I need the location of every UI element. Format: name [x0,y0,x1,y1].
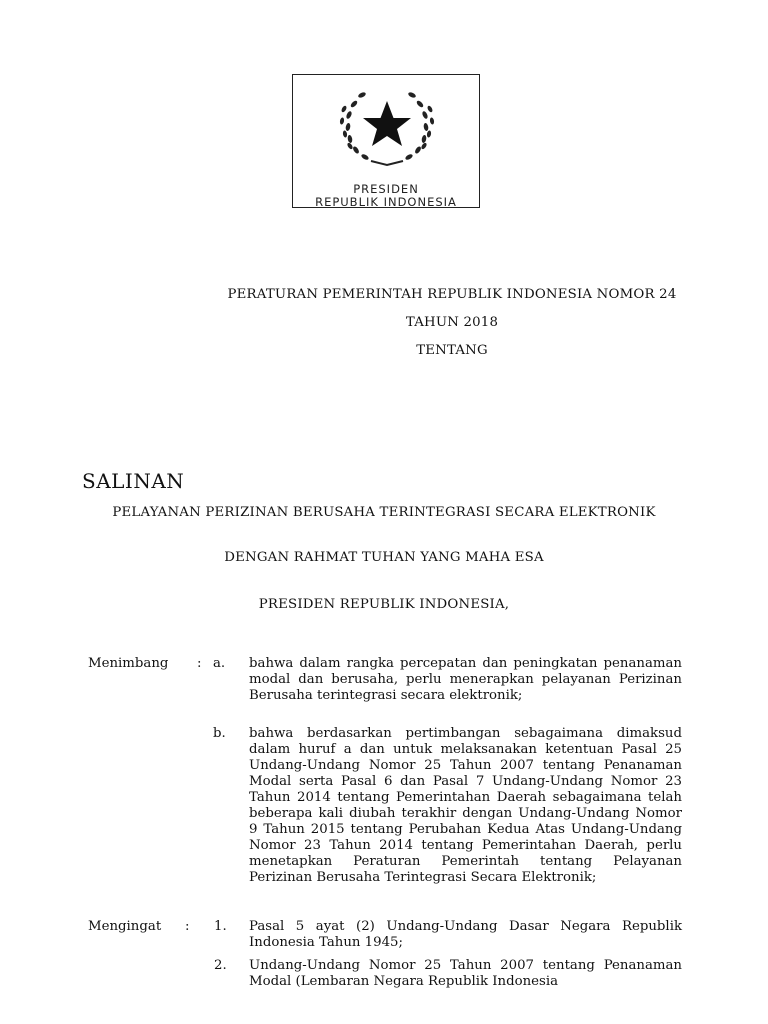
item-marker: 2. [214,958,227,973]
regulation-title: PERATURAN PEMERINTAH REPUBLIK INDONESIA NOMOR 24 [227,287,677,302]
preamble-god: DENGAN RAHMAT TUHAN YANG MAHA ESA [224,550,544,565]
mengingat-colon: : [185,919,190,934]
consideration-b: bahwa berdasarkan pertimbangan sebagaimana dimaksud dalam huruf a dan untuk melaksanakan ketentuan Pasal 25 Undang-Undang Nomor 25 Tahun 2007 tentang Penanaman Modal serta Pasal 6 dan Pasal 7 Undang-Undang Nomor 23 Tahun 2014 tentang Pemerintahan Daerah sebagaimana telah beberapa kali diubah terakhir dengan Undang-Undang Nomor 9 Tahun 2015 tentang Perubahan Kedua Atas Undang-Undang Nomor 23 Tahun 2014 tentang Pemerintahan Daerah, perlu menetapkan Peraturan Pemerintah tentang Pelayanan Perizinan Berusaha Terintegrasi Secara Elektronik; [249,726,682,885]
item-marker: a. [213,656,226,671]
regulation-subject: PELAYANAN PERIZINAN BERUSAHA TERINTEGRASI SECARA ELEKTRONIK [112,505,656,520]
preamble-president: PRESIDEN REPUBLIK INDONESIA, [258,597,510,612]
legal-basis-2: Undang-Undang Nomor 25 Tahun 2007 tentang Penanaman Modal (Lembaran Negara Republik Indonesia [249,958,682,989]
consideration-a: bahwa dalam rangka percepatan dan peningkatan penanaman modal dan berusaha, perlu menerapkan pelayanan Perizinan Berusaha terintegrasi secara elektronik; [249,656,682,703]
legal-basis-1: Pasal 5 ayat (2) Undang-Undang Dasar Negara Republik Indonesia Tahun 1945; [249,919,682,950]
emblem-caption-republic: REPUBLIK INDONESIA [315,195,457,209]
menimbang-colon: : [197,656,202,671]
item-marker: b. [213,726,226,741]
regulation-year: TAHUN 2018 [405,315,499,330]
item-marker: 1. [214,919,227,934]
emblem-caption-president: PRESIDEN [353,182,419,196]
garuda-emblem-box [292,74,480,208]
copy-stamp: SALINAN [82,469,185,493]
mengingat-label: Mengingat [88,919,162,934]
menimbang-label: Menimbang [88,656,169,671]
regulation-about: TENTANG [416,343,488,358]
